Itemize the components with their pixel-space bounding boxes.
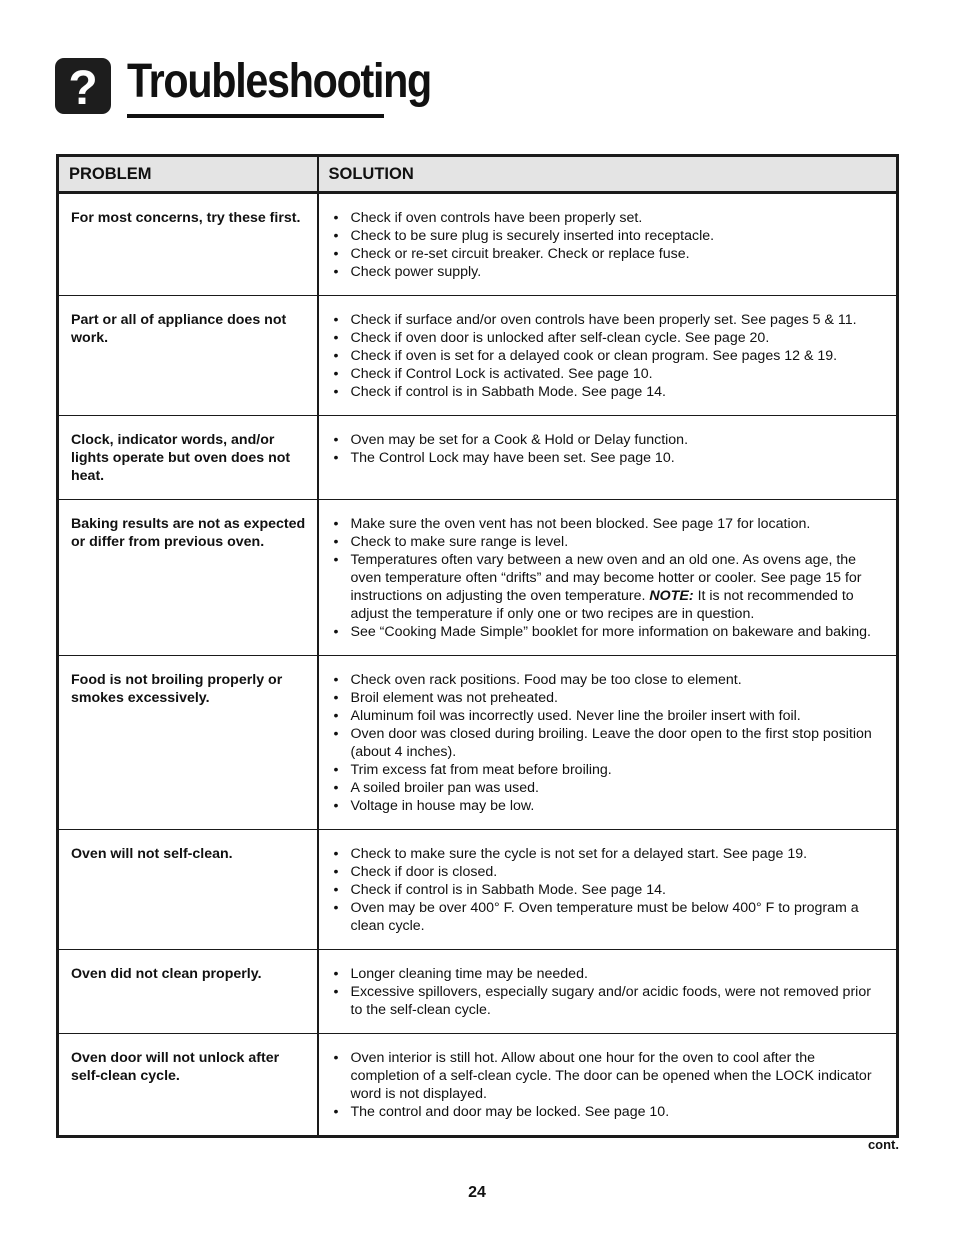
table-row: [58, 830, 898, 950]
solution-item: [331, 431, 887, 449]
note-text: It is not recommended to adjust the temperature if only one or two recipes are in question.: [350, 588, 854, 622]
svg-text:?: ?: [68, 62, 98, 114]
bullet-icon: •: [333, 966, 339, 982]
table-row: [58, 500, 898, 656]
solution-item: [331, 761, 887, 779]
solution-cell: [318, 950, 898, 1034]
solution-column-header: SOLUTION: [318, 156, 898, 193]
solution-text: Check if oven is set for a delayed cook or clean program. See pages 12 & 19.: [350, 348, 838, 364]
bullet-icon: •: [333, 762, 339, 778]
solution-item: [331, 1103, 887, 1121]
solution-item: [331, 365, 887, 383]
bullet-icon: •: [333, 780, 339, 796]
solution-item: [331, 863, 887, 881]
bullet-icon: •: [333, 708, 339, 724]
solution-list: [331, 209, 887, 281]
solution-item: [331, 845, 887, 863]
solution-item: [331, 311, 887, 329]
solution-text: Check oven rack positions. Food may be too close to element.: [350, 672, 742, 688]
bullet-icon: •: [333, 798, 339, 814]
solution-item: [331, 1049, 887, 1103]
solution-cell: [318, 830, 898, 950]
solution-item: [331, 449, 887, 467]
solution-text: Check if oven door is unlocked after self-clean cycle. See page 20.: [350, 330, 770, 346]
solution-item: [331, 779, 887, 797]
problem-cell: For most concerns, try these first.: [58, 193, 318, 296]
problem-cell: Baking results are not as expected or differ from previous oven.: [58, 500, 318, 656]
solution-text: Make sure the oven vent has not been blocked. See page 17 for location.: [350, 516, 811, 532]
solution-item: [331, 689, 887, 707]
solution-item: [331, 227, 887, 245]
solution-text: Voltage in house may be low.: [350, 798, 535, 814]
bullet-icon: •: [333, 984, 339, 1000]
bullet-icon: •: [333, 348, 339, 364]
solution-item: [331, 245, 887, 263]
solution-text: See “Cooking Made Simple” booklet for more information on bakeware and baking.: [350, 624, 871, 640]
bullet-icon: •: [333, 264, 339, 280]
solution-cell: [318, 416, 898, 500]
bullet-icon: •: [333, 210, 339, 226]
problem-cell: Clock, indicator words, and/or lights operate but oven does not heat.: [58, 416, 318, 500]
troubleshooting-table: [56, 154, 899, 1138]
solution-text: Oven interior is still hot. Allow about one hour for the oven to cool after the completion of a self-clean cycle. The door can be opened when the LOCK indicator word is not displayed.: [350, 1050, 872, 1102]
solution-text: Oven door was closed during broiling. Leave the door open to the first stop position (about 4 inches).: [350, 726, 872, 760]
solution-list: [331, 671, 887, 815]
problem-column-header: PROBLEM: [58, 156, 318, 193]
solution-text: Check to be sure plug is securely inserted into receptacle.: [350, 228, 715, 244]
solution-item: [331, 725, 887, 761]
bullet-icon: •: [333, 726, 339, 742]
solution-text: Oven may be over 400° F. Oven temperature must be below 400° F to program a clean cycle.: [350, 900, 859, 934]
solution-item: [331, 707, 887, 725]
solution-text: Check or re-set circuit breaker. Check or replace fuse.: [350, 246, 690, 262]
solution-item: [331, 533, 887, 551]
bullet-icon: •: [333, 900, 339, 916]
bullet-icon: •: [333, 384, 339, 400]
bullet-icon: •: [333, 432, 339, 448]
bullet-icon: •: [333, 882, 339, 898]
solution-cell: [318, 296, 898, 416]
problem-cell: Oven will not self-clean.: [58, 830, 318, 950]
problem-cell: Part or all of appliance does not work.: [58, 296, 318, 416]
solution-list: [331, 311, 887, 401]
table-row: [58, 1034, 898, 1137]
solution-list: [331, 515, 887, 641]
table-row: [58, 656, 898, 830]
solution-text: The control and door may be locked. See page 10.: [350, 1104, 670, 1120]
solution-text: Aluminum foil was incorrectly used. Never line the broiler insert with foil.: [350, 708, 801, 724]
question-mark-icon: [55, 58, 111, 114]
solution-item: [331, 383, 887, 401]
bullet-icon: •: [333, 1050, 339, 1066]
solution-item: [331, 329, 887, 347]
table-row: [58, 193, 898, 296]
solution-cell: [318, 1034, 898, 1137]
bullet-icon: •: [333, 846, 339, 862]
solution-item: [331, 899, 887, 935]
page-number: 24: [468, 1184, 486, 1201]
solution-text: Check if control is in Sabbath Mode. See page 14.: [350, 882, 666, 898]
problem-cell: Oven did not clean properly.: [58, 950, 318, 1034]
bullet-icon: •: [333, 624, 339, 640]
solution-item: [331, 965, 887, 983]
solution-text: Check if control is in Sabbath Mode. See page 14.: [350, 384, 666, 400]
table-header-row: [58, 156, 898, 193]
solution-text: Trim excess fat from meat before broiling.: [350, 762, 612, 778]
bullet-icon: •: [333, 246, 339, 262]
title-underline: [127, 114, 384, 118]
solution-item: [331, 623, 887, 641]
solution-cell: [318, 193, 898, 296]
bullet-icon: •: [333, 672, 339, 688]
solution-text: A soiled broiler pan was used.: [350, 780, 539, 796]
solution-text: Check if door is closed.: [350, 864, 498, 880]
solution-item: [331, 347, 887, 365]
bullet-icon: •: [333, 690, 339, 706]
solution-text: Check power supply.: [350, 264, 482, 280]
solution-item: [331, 551, 887, 623]
solution-item: [331, 671, 887, 689]
bullet-icon: •: [333, 552, 339, 568]
solution-list: [331, 965, 887, 1019]
bullet-icon: •: [333, 864, 339, 880]
solution-item: [331, 797, 887, 815]
solution-item: [331, 263, 887, 281]
solution-text: Check if surface and/or oven controls have been properly set. See pages 5 & 11.: [350, 312, 857, 328]
solution-text: Longer cleaning time may be needed.: [350, 966, 588, 982]
solution-text: Excessive spillovers, especially sugary and/or acidic foods, were not removed prior to the self-clean cycle.: [350, 984, 871, 1018]
solution-text: Check to make sure the cycle is not set for a delayed start. See page 19.: [350, 846, 808, 862]
solution-text: Check to make sure range is level.: [350, 534, 569, 550]
solution-list: [331, 845, 887, 935]
page-title: Troubleshooting: [127, 55, 431, 108]
solution-text: Check if oven controls have been properly set.: [350, 210, 643, 226]
bullet-icon: •: [333, 228, 339, 244]
bullet-icon: •: [333, 516, 339, 532]
solution-item: [331, 209, 887, 227]
note-label: NOTE:: [649, 588, 694, 604]
bullet-icon: •: [333, 366, 339, 382]
bullet-icon: •: [333, 534, 339, 550]
solution-item: [331, 983, 887, 1019]
problem-cell: Oven door will not unlock after self-clean cycle.: [58, 1034, 318, 1137]
solution-list: [331, 431, 887, 467]
bullet-icon: •: [333, 312, 339, 328]
solution-text: The Control Lock may have been set. See page 10.: [350, 450, 675, 466]
bullet-icon: •: [333, 450, 339, 466]
solution-item: [331, 881, 887, 899]
solution-cell: [318, 656, 898, 830]
solution-list: [331, 1049, 887, 1121]
solution-cell: [318, 500, 898, 656]
problem-cell: Food is not broiling properly or smokes excessively.: [58, 656, 318, 830]
continued-label: cont.: [867, 1137, 899, 1152]
table-row: [58, 296, 898, 416]
bullet-icon: •: [333, 1104, 339, 1120]
solution-item: [331, 515, 887, 533]
bullet-icon: •: [333, 330, 339, 346]
solution-text: Oven may be set for a Cook & Hold or Delay function.: [350, 432, 689, 448]
solution-text: Check if Control Lock is activated. See page 10.: [350, 366, 653, 382]
table-row: [58, 416, 898, 500]
solution-text: Broil element was not preheated.: [350, 690, 558, 706]
solution-text: Temperatures often vary between a new oven and an old one. As ovens age, the oven temperature often “drifts” and may become hotter or cooler. See page 15 for instructions on adjusting the oven temperature.: [350, 552, 862, 604]
table-row: [58, 950, 898, 1034]
